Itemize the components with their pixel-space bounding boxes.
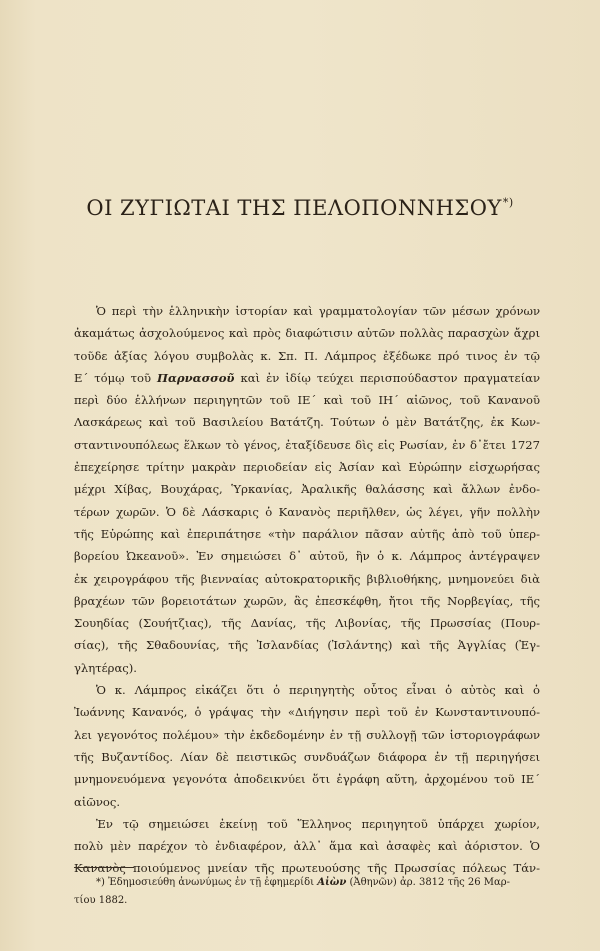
text-line: σίας), τῆς Σθαδουνίας, τῆς Ἰσλανδίας (Ἰσλάντης) καὶ τῆς Ἀγγλίας (Ἐγ-	[74, 638, 540, 653]
text-line: περὶ δύο ἑλλήνων περιηγητῶν τοῦ ΙΕ΄ καὶ τοῦ ΙΗ΄ αἰῶνος, τοῦ Κανανοῦ	[74, 393, 540, 408]
chapter-title-text: ΟΙ ΖΥΓΙΩΤΑΙ ΤΗΣ ΠΕΛΟΠΟΝΝΗΣΟΥ	[86, 196, 502, 220]
emphasized-title: Αἰὼν	[317, 877, 347, 888]
text-line: τῆς Εὐρώπης καὶ ἐπεριπάτησε «τὴν παράλιον πᾶσαν αὐτῆς ἀπὸ τοῦ ὑπερ-	[74, 526, 540, 541]
text-line: Κανανὸς ποιούμενος μνείαν τῆς πρωτευούσης τῆς Πρωσσίας πόλεως Τάν-	[74, 861, 540, 876]
text-line: λει γεγονότος πολέμου» τὴν ἐκδεδομένην ἐν τῇ συλλογῇ τῶν ἱστοριογράφων	[74, 727, 540, 742]
chapter-title	[0, 196, 600, 220]
emphasized-title: Παρνασσοῦ	[157, 370, 235, 385]
text-line: γλητέρας).	[74, 660, 137, 675]
text-line: ἐπεχείρησε τρίτην μακρὰν περιοδείαν εἰς Ἀσίαν καὶ Εὐρώπην εἰσχωρήσας	[74, 460, 540, 475]
text-line: πολὺ μὲν παρέχον τὸ ἐνδιαφέρον, ἀλλ᾽ ἅμα καὶ ἀσαφὲς καὶ ἀόριστον. Ὁ	[74, 839, 540, 854]
text-line: ἀκαμάτως ἀσχολούμενος καὶ πρὸς διαφώτισιν αὐτῶν πολλὰς παρασχὼν ἄχρι	[74, 326, 540, 341]
footnote-divider	[74, 867, 134, 868]
text-line: Ὁ κ. Λάμπρος εἰκάζει ὅτι ὁ περιηγητὴς οὗτος εἶναι ὁ αὐτὸς καὶ ὁ	[96, 683, 540, 698]
text-line: μνημονευόμενα γεγονότα ἀποδεικνύει ὅτι ἐγράφη αὕτη, ἀρχομένου τοῦ ΙΕ΄	[74, 772, 540, 787]
text-line: αἰῶνος.	[74, 794, 121, 809]
footnote-line: *) Ἐδημοσιεύθη ἀνωνύμως ἐν τῇ ἐφημερίδι Αἰὼν (Ἀθηνῶν) ἀρ. 3812 τῆς 26 Μαρ-	[96, 877, 511, 888]
text-line: μέχρι Χίβας, Βουχάρας, Ὑρκανίας, Ἀραλικῆς θαλάσσης καὶ ἄλλων ἐνδο-	[74, 482, 540, 497]
text-line: Ε΄ τόμῳ τοῦ Παρνασσοῦ καὶ ἐν ἰδίῳ τεύχει περισπούδαστον πραγματείαν	[74, 370, 540, 385]
text-line: Σουηδίας (Σουήτζιας), τῆς Δανίας, τῆς Λιβονίας, τῆς Πρωσσίας (Πουρ-	[74, 616, 540, 631]
body-text	[74, 300, 540, 880]
footnote-marker: *)	[502, 196, 514, 209]
text-line: τῆς Βυζαντίδος. Λίαν δὲ πειστικῶς συνδυάζων διάφορα ἐν τῇ περιηγήσει	[74, 749, 540, 764]
text-line: βορείου Ὠκεανοῦ». Ἐν σημειώσει δ᾽ αὐτοῦ, ἣν ὁ κ. Λάμπρος ἀντέγραψεν	[74, 549, 540, 564]
text-line: τέρων χωρῶν. Ὁ δὲ Λάσκαρις ὁ Κανανὸς περιῆλθεν, ὡς λέγει, γῆν πολλὴν	[74, 504, 540, 519]
text-line: βραχέων τῶν βορειοτάτων χωρῶν, ἃς ἐπεσκέφθη, ἤτοι τῆς Νορβεγίας, τῆς	[74, 593, 540, 608]
footnote-line: τίου 1882.	[74, 895, 128, 906]
text-line: Λασκάρεως καὶ τοῦ Βασιλείου Βατάτζη. Τούτων ὁ μὲν Βατάτζης, ἐκ Κων-	[74, 415, 540, 430]
text-line: τοῦδε ἀξίας λόγου συμβολὰς κ. Σπ. Π. Λάμπρος ἐξέδωκε πρό τινος ἐν τῷ	[74, 348, 540, 363]
text-line: Ὁ περὶ τὴν ἑλληνικὴν ἱστορίαν καὶ γραμματολογίαν τῶν μέσων χρόνων	[96, 304, 540, 318]
text-line: Ἐν τῷ σημειώσει ἐκείνῃ τοῦ Ἕλληνος περιηγητοῦ ὑπάρχει χωρίον,	[96, 816, 540, 831]
text-line: σταντινουπόλεως ἕλκων τὸ γένος, ἐταξίδευσε δὶς εἰς Ρωσίαν, ἐν δ᾽ἔτει 1727	[74, 437, 540, 452]
text-line: ἐκ χειρογράφου τῆς βιενναίας αὐτοκρατορικῆς βιβλιοθήκης, μνημονεύει διὰ	[74, 571, 540, 586]
text-line: Ἰωάννης Κανανός, ὁ γράψας τὴν «Διήγησιν περὶ τοῦ ἐν Κωνσταντινουπό-	[74, 705, 540, 720]
footnote	[74, 874, 540, 910]
